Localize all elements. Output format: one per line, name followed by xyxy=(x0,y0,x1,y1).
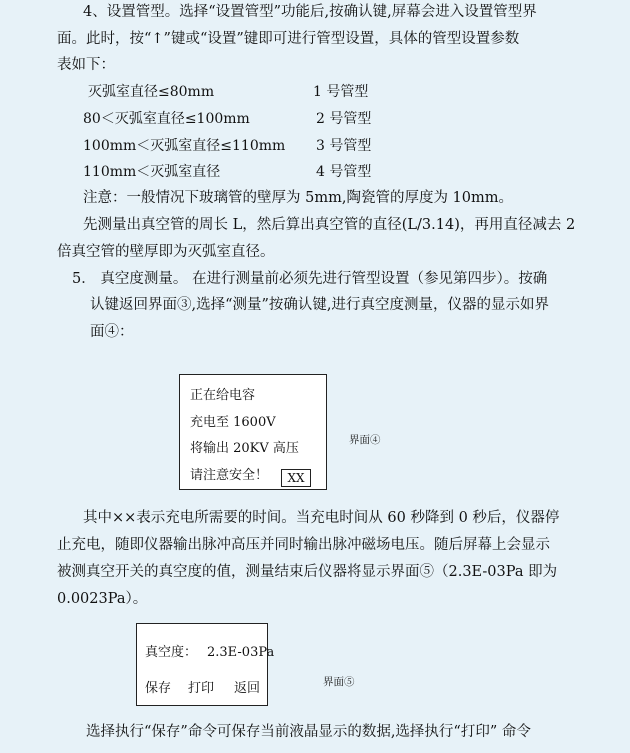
vacuum-label: 真空度： xyxy=(145,645,198,660)
menu-save: 保存 xyxy=(145,681,172,696)
measure-line1: 先测量出真空管的周长 L，然后算出真空管的直径(L/3.14)，再用直径减去 2 xyxy=(83,217,576,233)
note-text: 注意：一般情况下玻璃管的壁厚为 5mm,陶瓷管的厚度为 10mm。 xyxy=(83,190,513,206)
section4-line1: 4、设置管型。选择“设置管型”功能后,按确认键,屏幕会进入设置管型界 xyxy=(83,4,537,20)
explain-line2: 止充电，随即仪器输出脉冲高压并同时输出脉冲磁场电压。随后屏幕上会显示 xyxy=(57,537,550,553)
tube-range: 80＜灭弧室直径≤100mm xyxy=(83,111,250,127)
tube-type: 1 号管型 xyxy=(313,84,369,100)
tube-type: 4 号管型 xyxy=(316,164,372,180)
tube-range: 100mm＜灭弧室直径≤110mm xyxy=(83,138,286,154)
tube-type: 2 号管型 xyxy=(316,111,372,127)
vacuum-value: 2.3E-03Pa xyxy=(207,645,275,660)
last-line: 选择执行“保存”命令可保存当前液晶显示的数据,选择执行“打印” 命令 xyxy=(86,724,531,740)
lcd-screen-4 xyxy=(179,374,327,490)
section5-line1: 5． 真空度测量。 在进行测量前必须先进行管型设置（参见第四步）。按确 xyxy=(72,271,548,287)
section4-line2: 面。此时，按“↑”键或“设置”键即可进行管型设置，具体的管型设置参数 xyxy=(57,31,520,47)
screen4-line3: 将输出 20KV 高压 xyxy=(190,441,299,456)
lcd-screen-5 xyxy=(136,623,275,706)
measure-line2: 倍真空管的壁厚即为灭弧室直径。 xyxy=(57,244,275,260)
explain-line1: 其中××表示充电所需要的时间。当充电时间从 60 秒降到 0 秒后，仪器停 xyxy=(83,510,560,526)
tube-type: 3 号管型 xyxy=(316,138,372,154)
screen4-line1: 正在给电容 xyxy=(190,388,256,403)
section5-line2: 认键返回界面③,选择“测量”按确认键,进行真空度测量，仪器的显示如界 xyxy=(90,297,550,313)
section4-line3: 表如下： xyxy=(57,57,115,73)
menu-print: 打印 xyxy=(188,681,215,696)
section5-line3: 面④： xyxy=(90,324,134,340)
explain-line3: 被测真空开关的真空度的值，测量结束后仪器将显示界面⑤（2.3E-03Pa 即为 xyxy=(57,564,558,580)
tube-range: 灭弧室直径≤80mm xyxy=(88,84,215,100)
menu-back: 返回 xyxy=(234,681,261,696)
tube-range: 110mm＜灭弧室直径 xyxy=(83,164,221,180)
screen5-caption: 界面⑤ xyxy=(323,676,355,688)
countdown-box: XX xyxy=(281,469,311,487)
screen4-line2: 充电至 1600V xyxy=(190,415,276,430)
screen4-line4: 请注意安全！ xyxy=(190,468,269,483)
explain-line4: 0.0023Pa）。 xyxy=(57,591,148,607)
screen4-caption: 界面④ xyxy=(349,434,381,446)
